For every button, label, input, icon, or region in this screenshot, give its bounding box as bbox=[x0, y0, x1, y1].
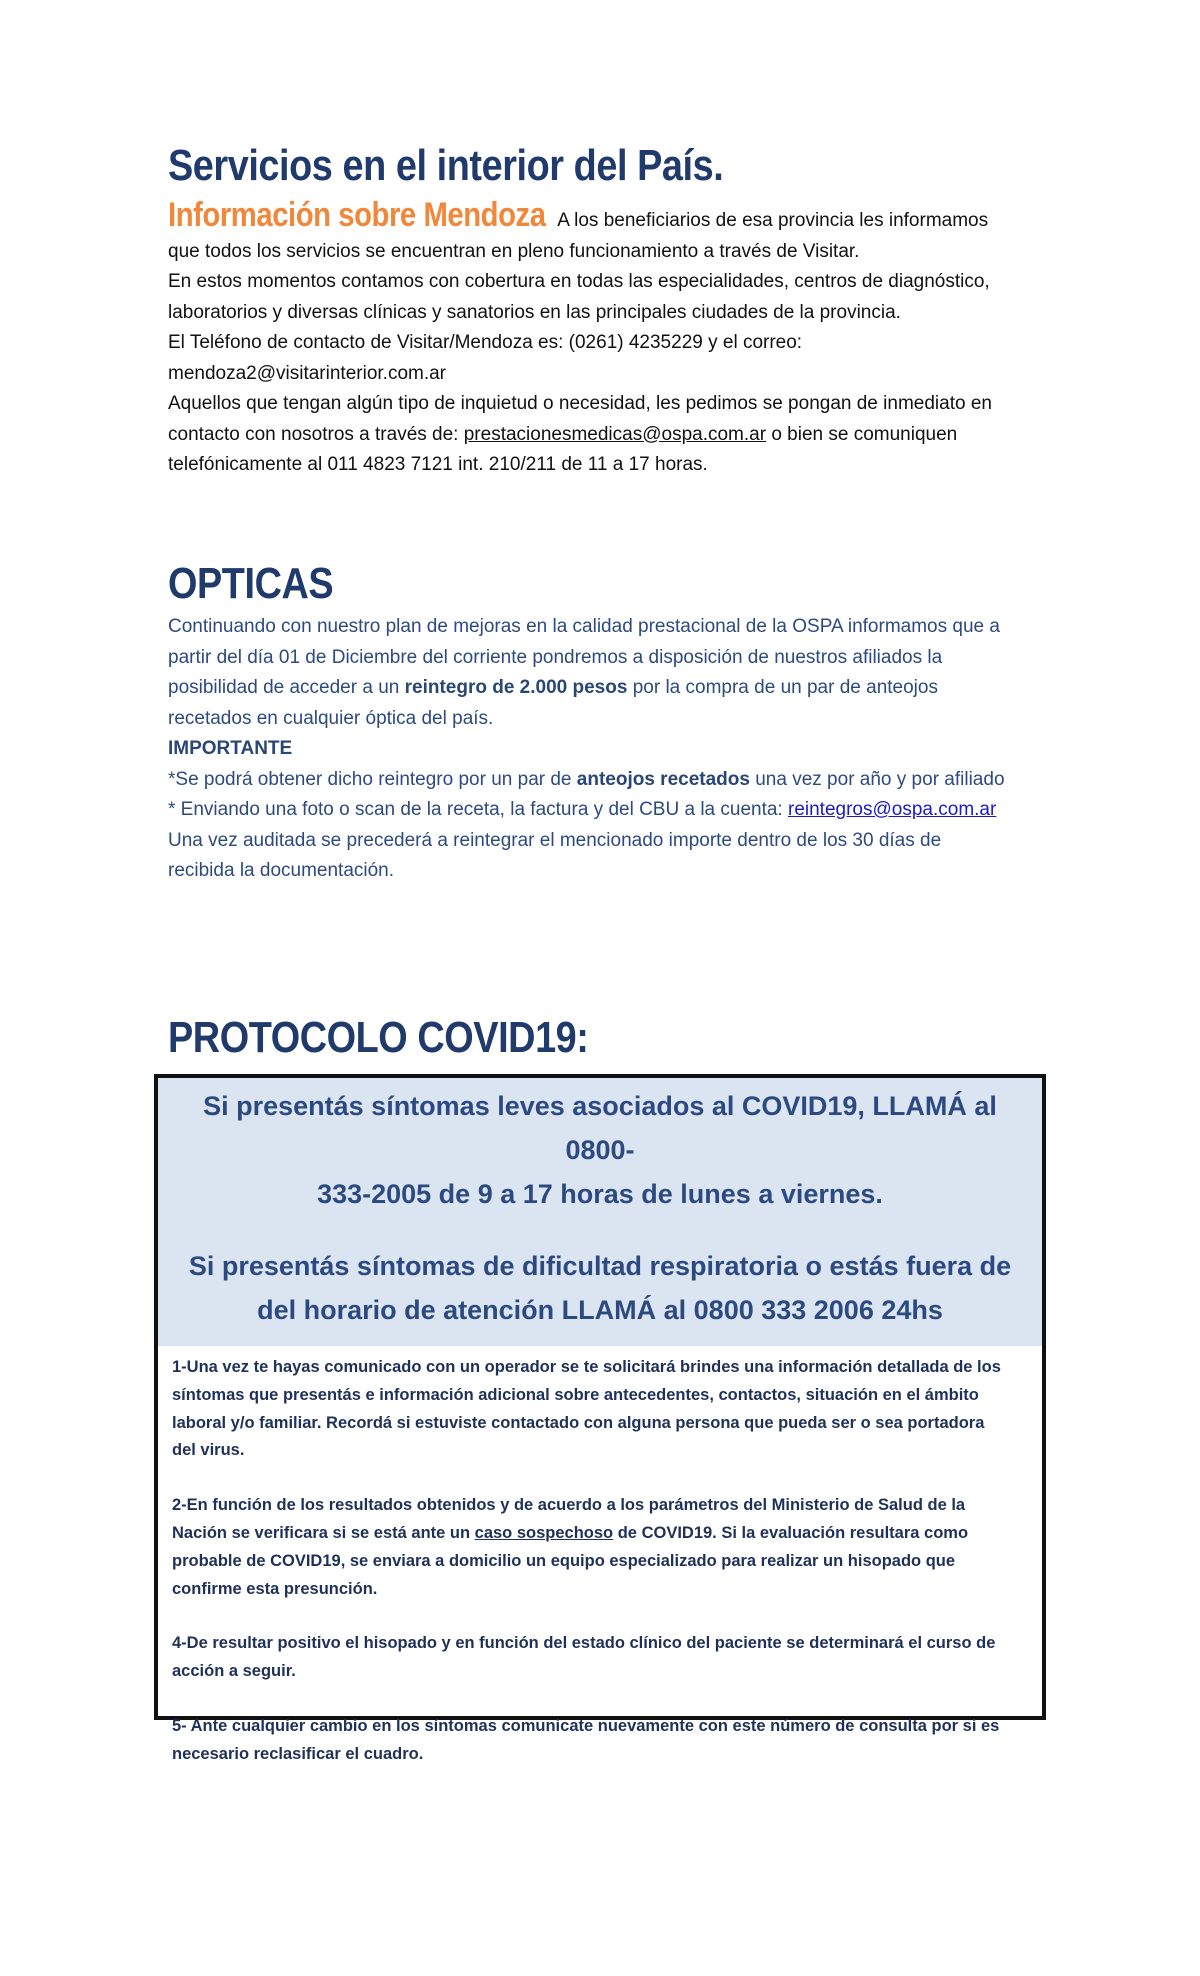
mendoza-text-line: laboratorios y diversas clínicas y sanatorios en las principales ciudades de la provincia. bbox=[168, 301, 901, 323]
covid-step-4 bbox=[172, 1630, 1026, 1686]
covid-step-1 bbox=[172, 1354, 1026, 1465]
mendoza-contact-line bbox=[168, 420, 1048, 451]
opticas-fragment: posibilidad de acceder a un bbox=[168, 677, 405, 698]
step-line: 2-En función de los resultados obtenidos y de acuerdo a los parámetros del Ministerio de Salud de la bbox=[172, 1496, 966, 1515]
mendoza-title: Información sobre Mendoza bbox=[168, 196, 546, 234]
importante-label: IMPORTANTE bbox=[168, 738, 293, 759]
covid-phone-banner bbox=[158, 1078, 1042, 1346]
anteojos-recetados: anteojos recetados bbox=[576, 768, 750, 790]
step-line: necesario reclasificar el cuadro. bbox=[172, 1744, 424, 1763]
banner-line: del horario de atención LLAMÁ al 0800 333 2006 24hs bbox=[257, 1295, 943, 1325]
step-line: probable de COVID19, se enviara a domicilio un equipo especializado para realizar un hisopado que bbox=[172, 1551, 956, 1570]
step-line: 5- Ante cualquier cambio en los síntomas comunicate nuevamente con este número de consulta por si es bbox=[172, 1716, 1000, 1735]
step-line bbox=[172, 1520, 1026, 1548]
opticas-text-line bbox=[168, 765, 1068, 796]
mendoza-text-line: A los beneficiarios de esa provincia les informamos bbox=[557, 210, 989, 231]
step-line: 4-De resultar positivo el hisopado y en función del estado clínico del paciente se determinará el curso de bbox=[172, 1634, 996, 1653]
opticas-text-line: recetados en cualquier óptica del país. bbox=[168, 707, 494, 729]
opticas-text-line: Continuando con nuestro plan de mejoras en la calidad prestacional de la OSPA informamos que a bbox=[168, 616, 1000, 637]
covid-steps bbox=[158, 1346, 1042, 1769]
step-line: confirme esta presunción. bbox=[172, 1579, 378, 1598]
covid-step-2 bbox=[172, 1492, 1026, 1603]
covid-step-5 bbox=[172, 1713, 1026, 1769]
opticas-fragment: por la compra de un par de anteojos bbox=[627, 677, 938, 698]
servicios-heading: Servicios en el interior del País. bbox=[168, 141, 724, 190]
step-line: laboral y/o familiar. Recordá si estuviste contactado con alguna persona que pueda ser o sea portadora bbox=[172, 1413, 985, 1432]
mendoza-text-line: El Teléfono de contacto de Visitar/Mendoza es: (0261) 4235229 y el correo: bbox=[168, 332, 803, 353]
contact-prefix: contacto con nosotros a través de: bbox=[168, 423, 464, 445]
step-line: del virus. bbox=[172, 1441, 245, 1460]
opticas-section bbox=[168, 612, 1068, 887]
mendoza-first-line bbox=[168, 196, 1048, 237]
banner-line: Si presentás síntomas leves asociados al COVID19, LLAMÁ al 0800- bbox=[203, 1091, 997, 1165]
mendoza-section bbox=[168, 196, 1048, 481]
opticas-text-line: Una vez auditada se precederá a reintegrar el mencionado importe dentro de los 30 días de bbox=[168, 829, 942, 851]
opticas-fragment: una vez por año y por afiliado bbox=[749, 768, 1005, 790]
mendoza-phone-line: telefónicamente al 011 4823 7121 int. 210/211 de 11 a 17 horas. bbox=[168, 454, 708, 475]
reintegros-email-link[interactable]: reintegros@ospa.com.ar bbox=[788, 799, 997, 820]
opticas-fragment: *Se podrá obtener dicho reintegro por un par de bbox=[168, 768, 577, 790]
mendoza-text-line: En estos momentos contamos con cobertura en todas las especialidades, centros de diagnóstico, bbox=[168, 271, 990, 292]
mendoza-text-line: Aquellos que tengan algún tipo de inquietud o necesidad, les pedimos se pongan de inmediato en bbox=[168, 393, 992, 414]
opticas-heading: OPTICAS bbox=[168, 559, 334, 608]
step-line: 1-Una vez te hayas comunicado con un operador se te solicitará brindes una información detallada de los bbox=[172, 1358, 1001, 1376]
step-fragment: Nación se verificara si se está ante un bbox=[172, 1523, 475, 1542]
reintegro-amount: reintegro de 2.000 pesos bbox=[404, 677, 628, 698]
contact-suffix: o bien se comuniquen bbox=[766, 423, 958, 445]
step-line: síntomas que presentás e información adicional sobre antecedentes, contactos, situación en el ámbito bbox=[172, 1385, 979, 1404]
mendoza-text-line: que todos los servicios se encuentran en pleno funcionamiento a través de Visitar. bbox=[168, 240, 860, 262]
covid-heading: PROTOCOLO COVID19: bbox=[168, 1013, 589, 1062]
step-fragment: de COVID19. Si la evaluación resultara como bbox=[613, 1523, 969, 1542]
step-line: acción a seguir. bbox=[172, 1662, 296, 1681]
mendoza-email: mendoza2@visitarinterior.com.ar bbox=[168, 362, 447, 384]
caso-sospechoso-link[interactable]: caso sospechoso bbox=[474, 1523, 614, 1542]
prestaciones-email-link[interactable]: prestacionesmedicas@ospa.com.ar bbox=[463, 423, 767, 445]
opticas-text-line bbox=[168, 795, 1068, 826]
opticas-text-line bbox=[168, 673, 1068, 704]
banner-line: Si presentás síntomas de dificultad respiratoria o estás fuera de bbox=[188, 1251, 1012, 1281]
covid-protocol-box bbox=[154, 1074, 1046, 1763]
banner-gap bbox=[168, 1216, 1032, 1244]
opticas-fragment: * Enviando una foto o scan de la receta, la factura y del CBU a la cuenta: bbox=[168, 799, 788, 820]
opticas-text-line: recibida la documentación. bbox=[168, 860, 395, 881]
banner-line: 333-2005 de 9 a 17 horas de lunes a viernes. bbox=[317, 1179, 883, 1209]
opticas-text-line: partir del día 01 de Diciembre del corriente pondremos a disposición de nuestros afiliados la bbox=[168, 646, 943, 668]
